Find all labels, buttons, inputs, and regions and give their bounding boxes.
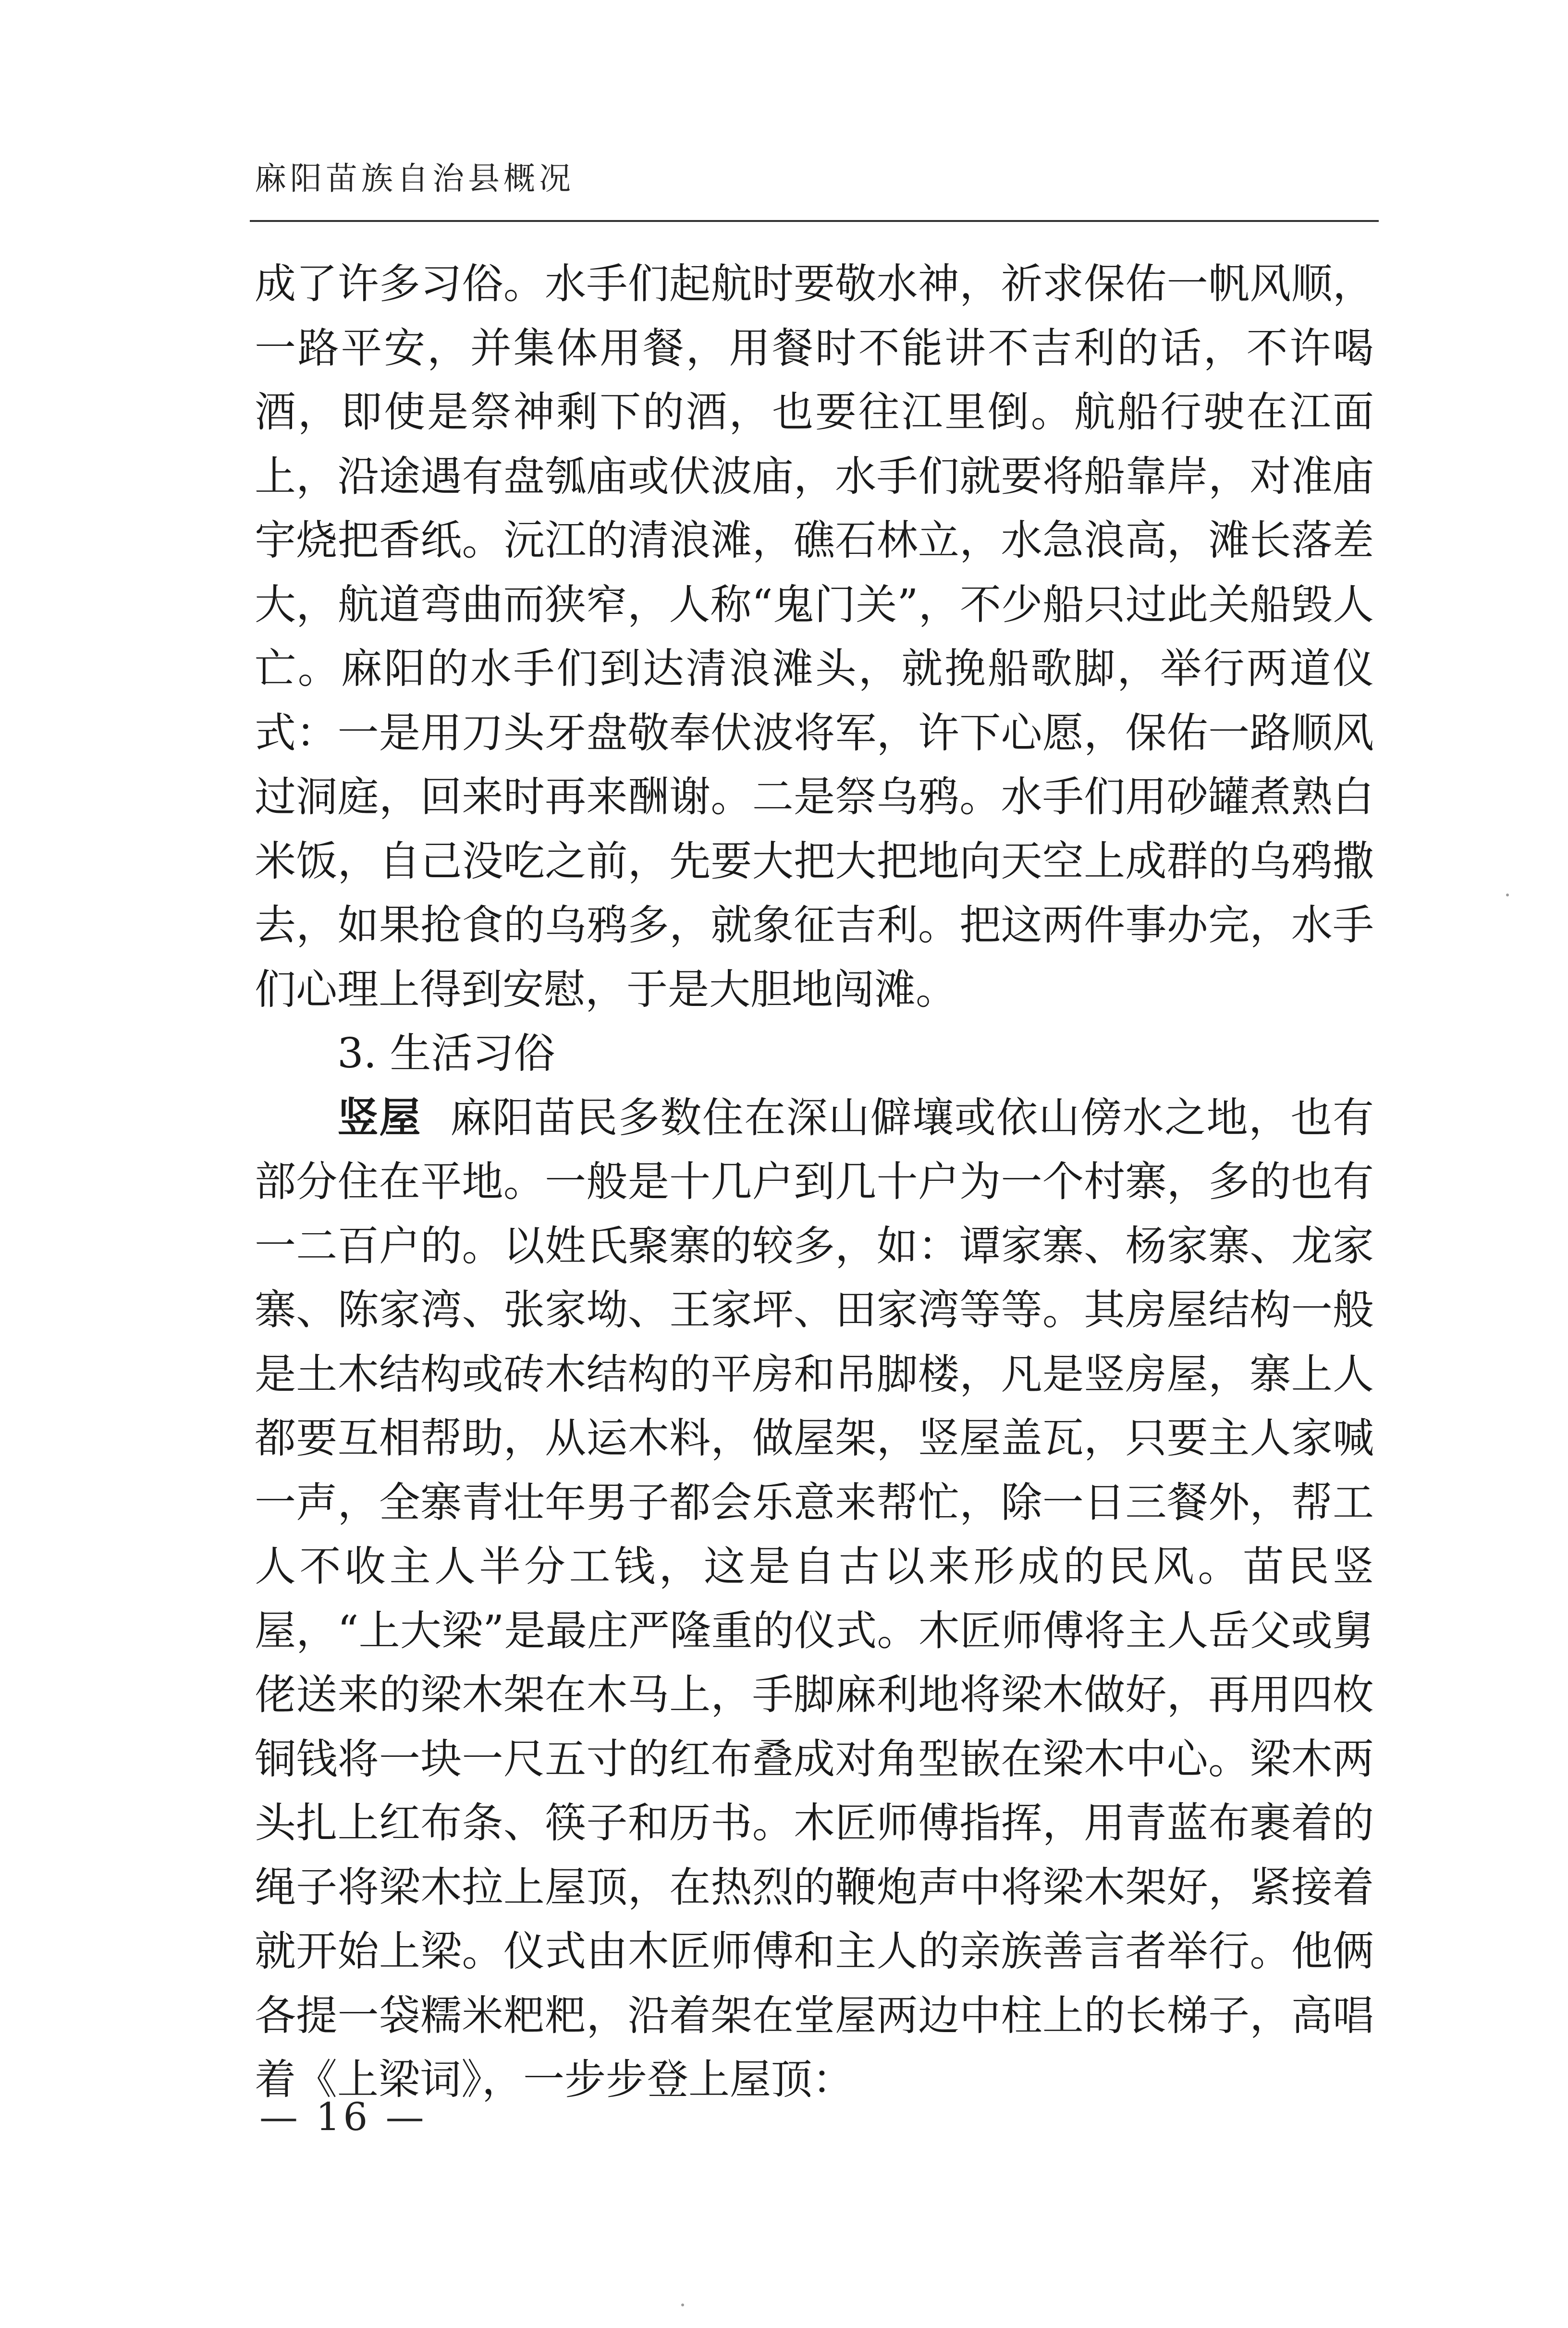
header-rule: [250, 220, 1379, 222]
paragraph-house-building: [255, 1086, 1374, 2112]
scan-speck: [1506, 894, 1509, 896]
paragraph-continued: 成了许多习俗。水手们起航时要敬水神，祈求保佑一帆风顺，一路平安，并集体用餐，用餐时不能讲不吉利的话，不许喝酒，即使是祭神剩下的酒，也要往江里倒。航船行驶在江面上，沿途遇有盘瓠庙或伏波庙，水手们就要将船靠岸，对准庙宇烧把香纸。沅江的清浪滩，礁石林立，水急浪高，滩长落差大，航道弯曲而狭窄，人称“鬼门关”，不少船只过此关船毁人亡。麻阳的水手们到达清浪滩头，就挽船歌脚，举行两道仪式：一是用刀头牙盘敬奉伏波将军，许下心愿，保佑一路顺风过洞庭，回来时再来酬谢。二是祭乌鸦。水手们用砂罐煮熟白米饭，自己没吃之前，先要大把大把地向天空上成群的乌鸦撒去，如果抢食的乌鸦多，就象征吉利。把这两件事办完，水手们心理上得到安慰，于是大胆地闯滩。: [255, 260, 1374, 1014]
body-text: [255, 252, 1374, 2112]
paragraph-text: 麻阳苗民多数住在深山僻壤或依山傍水之地，也有部分住在平地。一般是十几户到几十户为一个村寨，多的也有一二百户的。以姓氏聚寨的较多，如：谭家寨、杨家寨、龙家寨、陈家湾、张家坳、王家坪、田家湾等等。其房屋结构一般是土木结构或砖木结构的平房和吊脚楼，凡是竖房屋，寨上人都要互相帮助，从运木料，做屋架，竖屋盖瓦，只要主人家喊一声，全寨青壮年男子都会乐意来帮忙，除一日三餐外，帮工人不收主人半分工钱，这是自古以来形成的民风。苗民竖屋，“上大梁”是最庄严隆重的仪式。木匠师傅将主人岳父或舅佬送来的梁木架在木马上，手脚麻利地将梁木做好，再用四枚铜钱将一块一尺五寸的红布叠成对角型嵌在梁木中心。梁木两头扎上红布条、筷子和历书。木匠师傅指挥，用青蓝布裹着的绳子将梁木拉上屋顶，在热烈的鞭炮声中将梁木架好，紧接着就开始上梁。仪式由木匠师傅和主人的亲族善言者举行。他俩各提一袋糯米粑粑，沿着架在堂屋两边中柱上的长梯子，高唱着《上梁词》，一步步登上屋顶：: [255, 1093, 1374, 2104]
running-header: 麻阳苗族自治县概况: [255, 160, 575, 197]
paragraph-term: 竖屋: [337, 1093, 421, 1142]
page-number: — 16 —: [259, 2095, 427, 2139]
section-heading: 3. 生活习俗: [337, 1029, 555, 1078]
scan-speck: [681, 2303, 684, 2306]
